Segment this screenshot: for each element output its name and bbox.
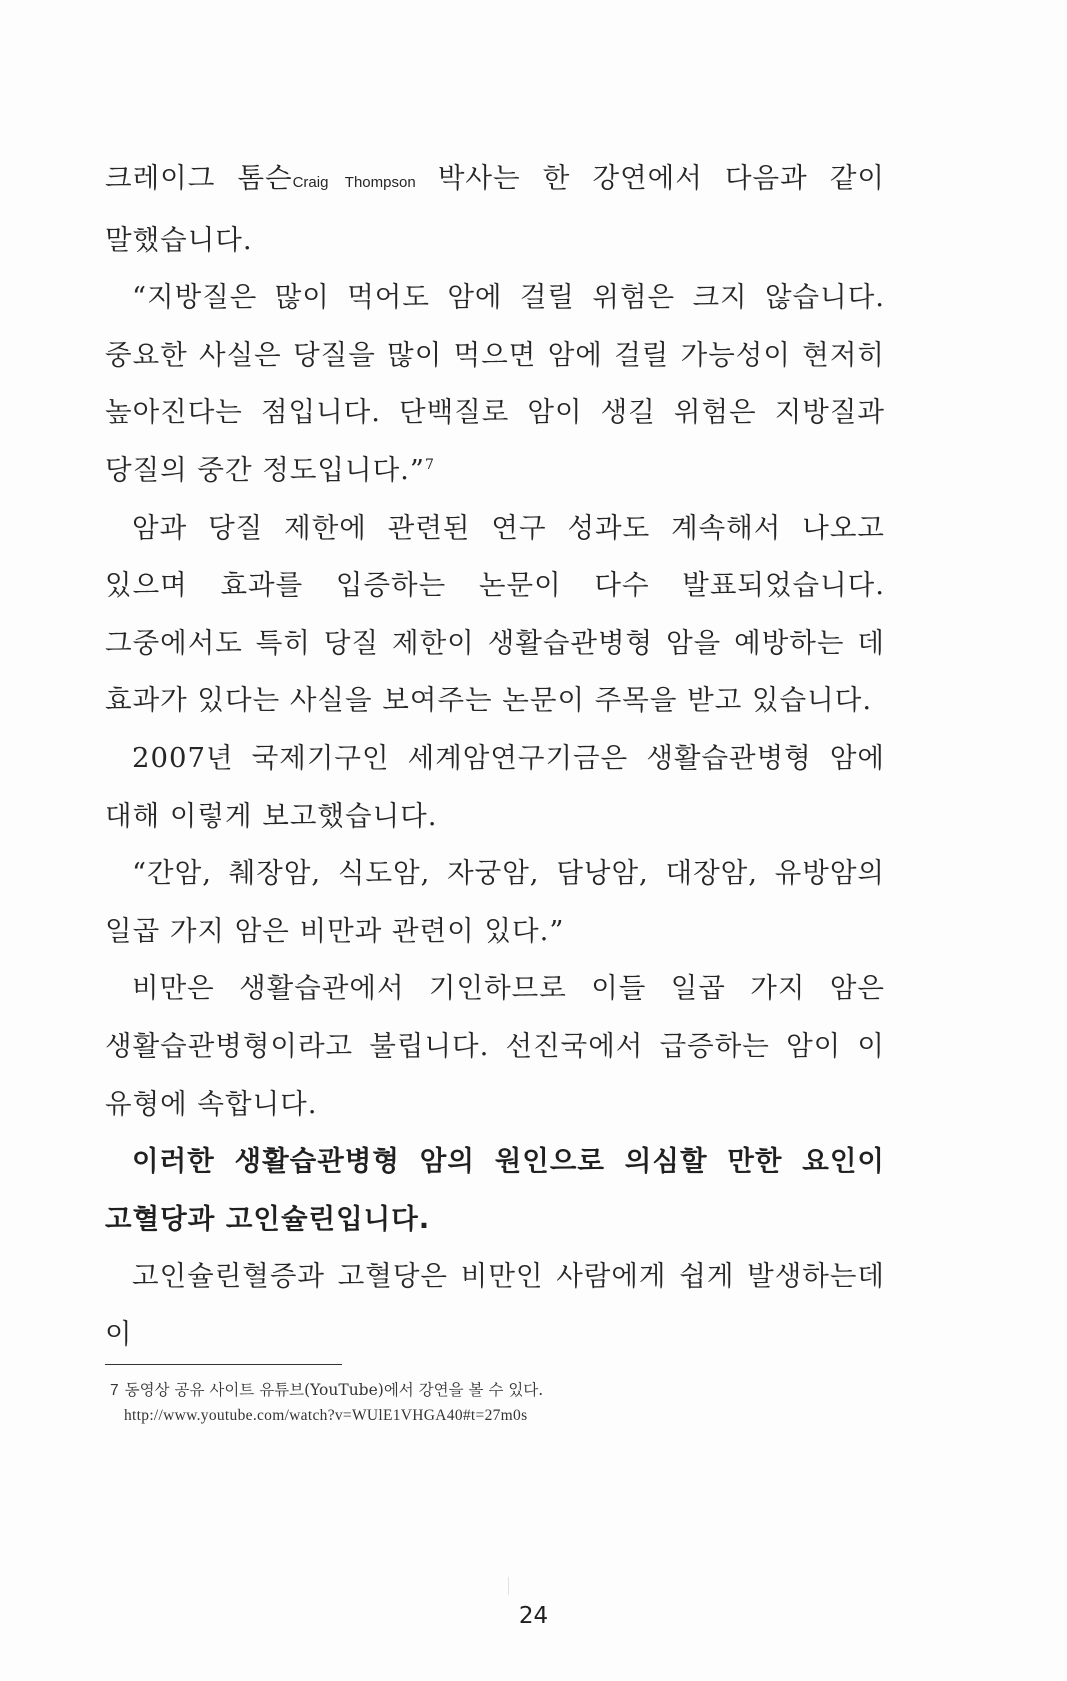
footnote-divider — [105, 1364, 342, 1365]
body-text — [105, 150, 885, 1363]
center-mark — [508, 1577, 509, 1595]
footnote-number: 7 — [110, 1382, 119, 1399]
paragraph-4: 2007년 국제기구인 세계암연구기금은 생활습관병형 암에 대해 이렇게 보고했습니다. — [105, 741, 885, 832]
paragraph-1 — [105, 150, 885, 269]
footnote-url: http://www.youtube.com/watch?v=WUlE1VHGA40#t=27m0s — [124, 1407, 528, 1424]
footnote — [110, 1378, 870, 1428]
paragraph-1-part-1: 크레이그 톰슨 — [105, 162, 293, 194]
paragraph-7-emphasis: 이러한 생활습관병형 암의 원인으로 의심할 만한 요인이 고혈당과 고인슐린입니다. — [105, 1145, 885, 1235]
paragraph-5-quote: “간암, 췌장암, 식도암, 자궁암, 담낭암, 대장암, 유방암의 일곱 가지 암은 비만과 관련이 있다.” — [105, 857, 885, 947]
paragraph-3: 암과 당질 제한에 관련된 연구 성과도 계속해서 나오고 있으며 효과를 입증하는 논문이 다수 발표되었습니다. 그중에서도 특히 당질 제한이 생활습관병형 암을 예방하는 데 효과가 있다는 사실을 보여주는 논문이 주목을 받고 있습니다. — [105, 511, 885, 717]
paragraph-6: 비만은 생활습관에서 기인하므로 이들 일곱 가지 암은 생활습관병형이라고 불립니다. 선진국에서 급증하는 암이 이 유형에 속합니다. — [105, 972, 885, 1120]
page-number: 24 — [518, 1603, 549, 1629]
english-name-craig-thompson: Craig Thompson — [292, 174, 416, 191]
paragraph-8: 고인슐린혈증과 고혈당은 비만인 사람에게 쉽게 발생하는데 이 — [105, 1260, 885, 1350]
paragraph-2-text: “지방질은 많이 먹어도 암에 걸릴 위험은 크지 않습니다. 중요한 사실은 당질을 많이 먹으면 암에 걸릴 가능성이 현저히 높아진다는 점입니다. 단백질로 암이 생길 위험은 지방질과 당질의 중간 정도입니다.” — [105, 281, 885, 486]
footnote-reference: 7 — [424, 456, 435, 473]
paragraph-2-quote — [105, 269, 885, 499]
paragraph-1-part-2: 박사는 한 강연에서 다음과 같이 말했습니다. — [105, 162, 885, 256]
footnote-text: 동영상 공유 사이트 유튜브(YouTube)에서 강연을 볼 수 있다. — [124, 1381, 544, 1399]
